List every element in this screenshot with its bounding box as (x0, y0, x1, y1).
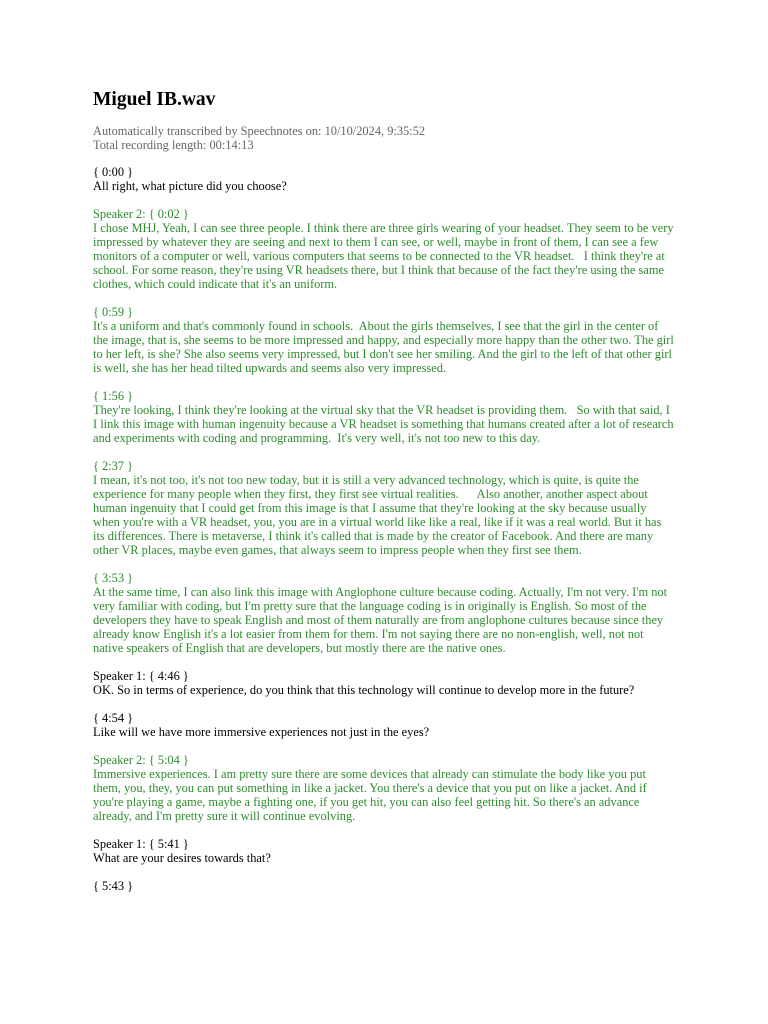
segment-text: I mean, it's not too, it's not too new today, but it is still a very advanced technology, which is quite, is quite the experience for many people when they first, they first see virtual realities. Also another, another aspect about human ingenuity that I could get from this image is that I assume that they're looking at the sky because usually when you're with a VR headset, you, you are in a virtual world like like a real, like if it was a real world. But it has its differences. There is metaverse, I think it's called that is made by the creator of Facebook. And there are many other VR places, maybe even games, that always seem to impress people when they first see them. (93, 473, 665, 557)
segment-text: OK. So in terms of experience, do you think that this technology will continue to develop more in the future? (93, 683, 635, 697)
document-title: Miguel IB.wav (93, 89, 216, 110)
segment-text: All right, what picture did you choose? (93, 179, 287, 193)
segment-timestamp: { 1:56 } (93, 389, 134, 403)
segment-timestamp: { 2:37 } (93, 459, 134, 473)
transcript-segment (93, 207, 675, 291)
transcript-segment (93, 165, 675, 193)
transcript-segment (93, 305, 675, 375)
segment-timestamp: Speaker 2: { 5:04 } (93, 753, 189, 767)
transcript-segment (93, 459, 675, 557)
transcript-segment (93, 669, 675, 697)
segment-text: Immersive experiences. I am pretty sure there are some devices that already can stimulate the body like you put them, you, they, you can put something in like a jacket. You there's a device that you put on like a jacket. And if you're playing a game, maybe a fighting one, if you get hit, you can also feel getting hit. So there's an advance already, and I'm pretty sure it will continue evolving. (93, 767, 650, 823)
segment-text: What are your desires towards that? (93, 851, 271, 865)
segment-timestamp: Speaker 1: { 5:41 } (93, 837, 189, 851)
transcript-page (93, 88, 675, 907)
segment-timestamp: { 4:54 } (93, 711, 134, 725)
transcript-segment (93, 571, 675, 655)
transcript-segment (93, 879, 675, 893)
segment-timestamp: { 5:43 } (93, 879, 134, 893)
segment-timestamp: { 3:53 } (93, 571, 134, 585)
transcript-meta (93, 124, 675, 152)
segment-timestamp: Speaker 2: { 0:02 } (93, 207, 189, 221)
transcript-segment (93, 711, 675, 739)
transcript-segment (93, 389, 675, 445)
segment-text: It's a uniform and that's commonly found in schools. About the girls themselves, I see that the girl in the center of the image, that is, she seems to be more impressed and happy, and especially more happy than the other two. The girl to her left, is she? She also seems very impressed, but I don't see her smiling. And the girl to the left of that other girl is well, she has her head tilted upwards and seems also very impressed. (93, 319, 677, 375)
segment-text: I chose MHJ, Yeah, I can see three people. I think there are three girls wearing of your headset. They seem to be very impressed by whatever they are seeing and next to them I can see, or well, maybe in front of them, I can see a few monitors of a computer or well, various computers that seems to be connected to the VR headset. I think they're at school. For some reason, they're using VR headsets there, but I think that because of the fact they're using the same clothes, which could indicate that it's an uniform. (93, 221, 677, 291)
recording-length: Total recording length: 00:14:13 (93, 138, 254, 152)
transcript-segment (93, 837, 675, 865)
segment-timestamp: Speaker 1: { 4:46 } (93, 669, 189, 683)
segment-text: At the same time, I can also link this image with Anglophone culture because coding. Actually, I'm not very. I'm not very familiar with coding, but I'm pretty sure that the language coding is in originally is English. So most of the developers they have to speak English and most of them naturally are from anglophone cultures because since they already know English it's a lot easier from them for them. I'm not saying there are no non-english, well, not not native speakers of English that are developers, but mostly there are the native ones. (93, 585, 671, 655)
transcription-source: Automatically transcribed by Speechnotes on: 10/10/2024, 9:35:52 (93, 124, 426, 138)
transcript-segment (93, 753, 675, 823)
segment-timestamp: { 0:59 } (93, 305, 134, 319)
segment-text: Like will we have more immersive experiences not just in the eyes? (93, 725, 430, 739)
segment-timestamp: { 0:00 } (93, 165, 134, 179)
segment-text: They're looking, I think they're looking at the virtual sky that the VR headset is providing them. So with that said, I I link this image with human ingenuity because a VR headset is something that humans created after a lot of research and experiments with coding and programming. It's very well, it's not too new to this day. (93, 403, 677, 445)
